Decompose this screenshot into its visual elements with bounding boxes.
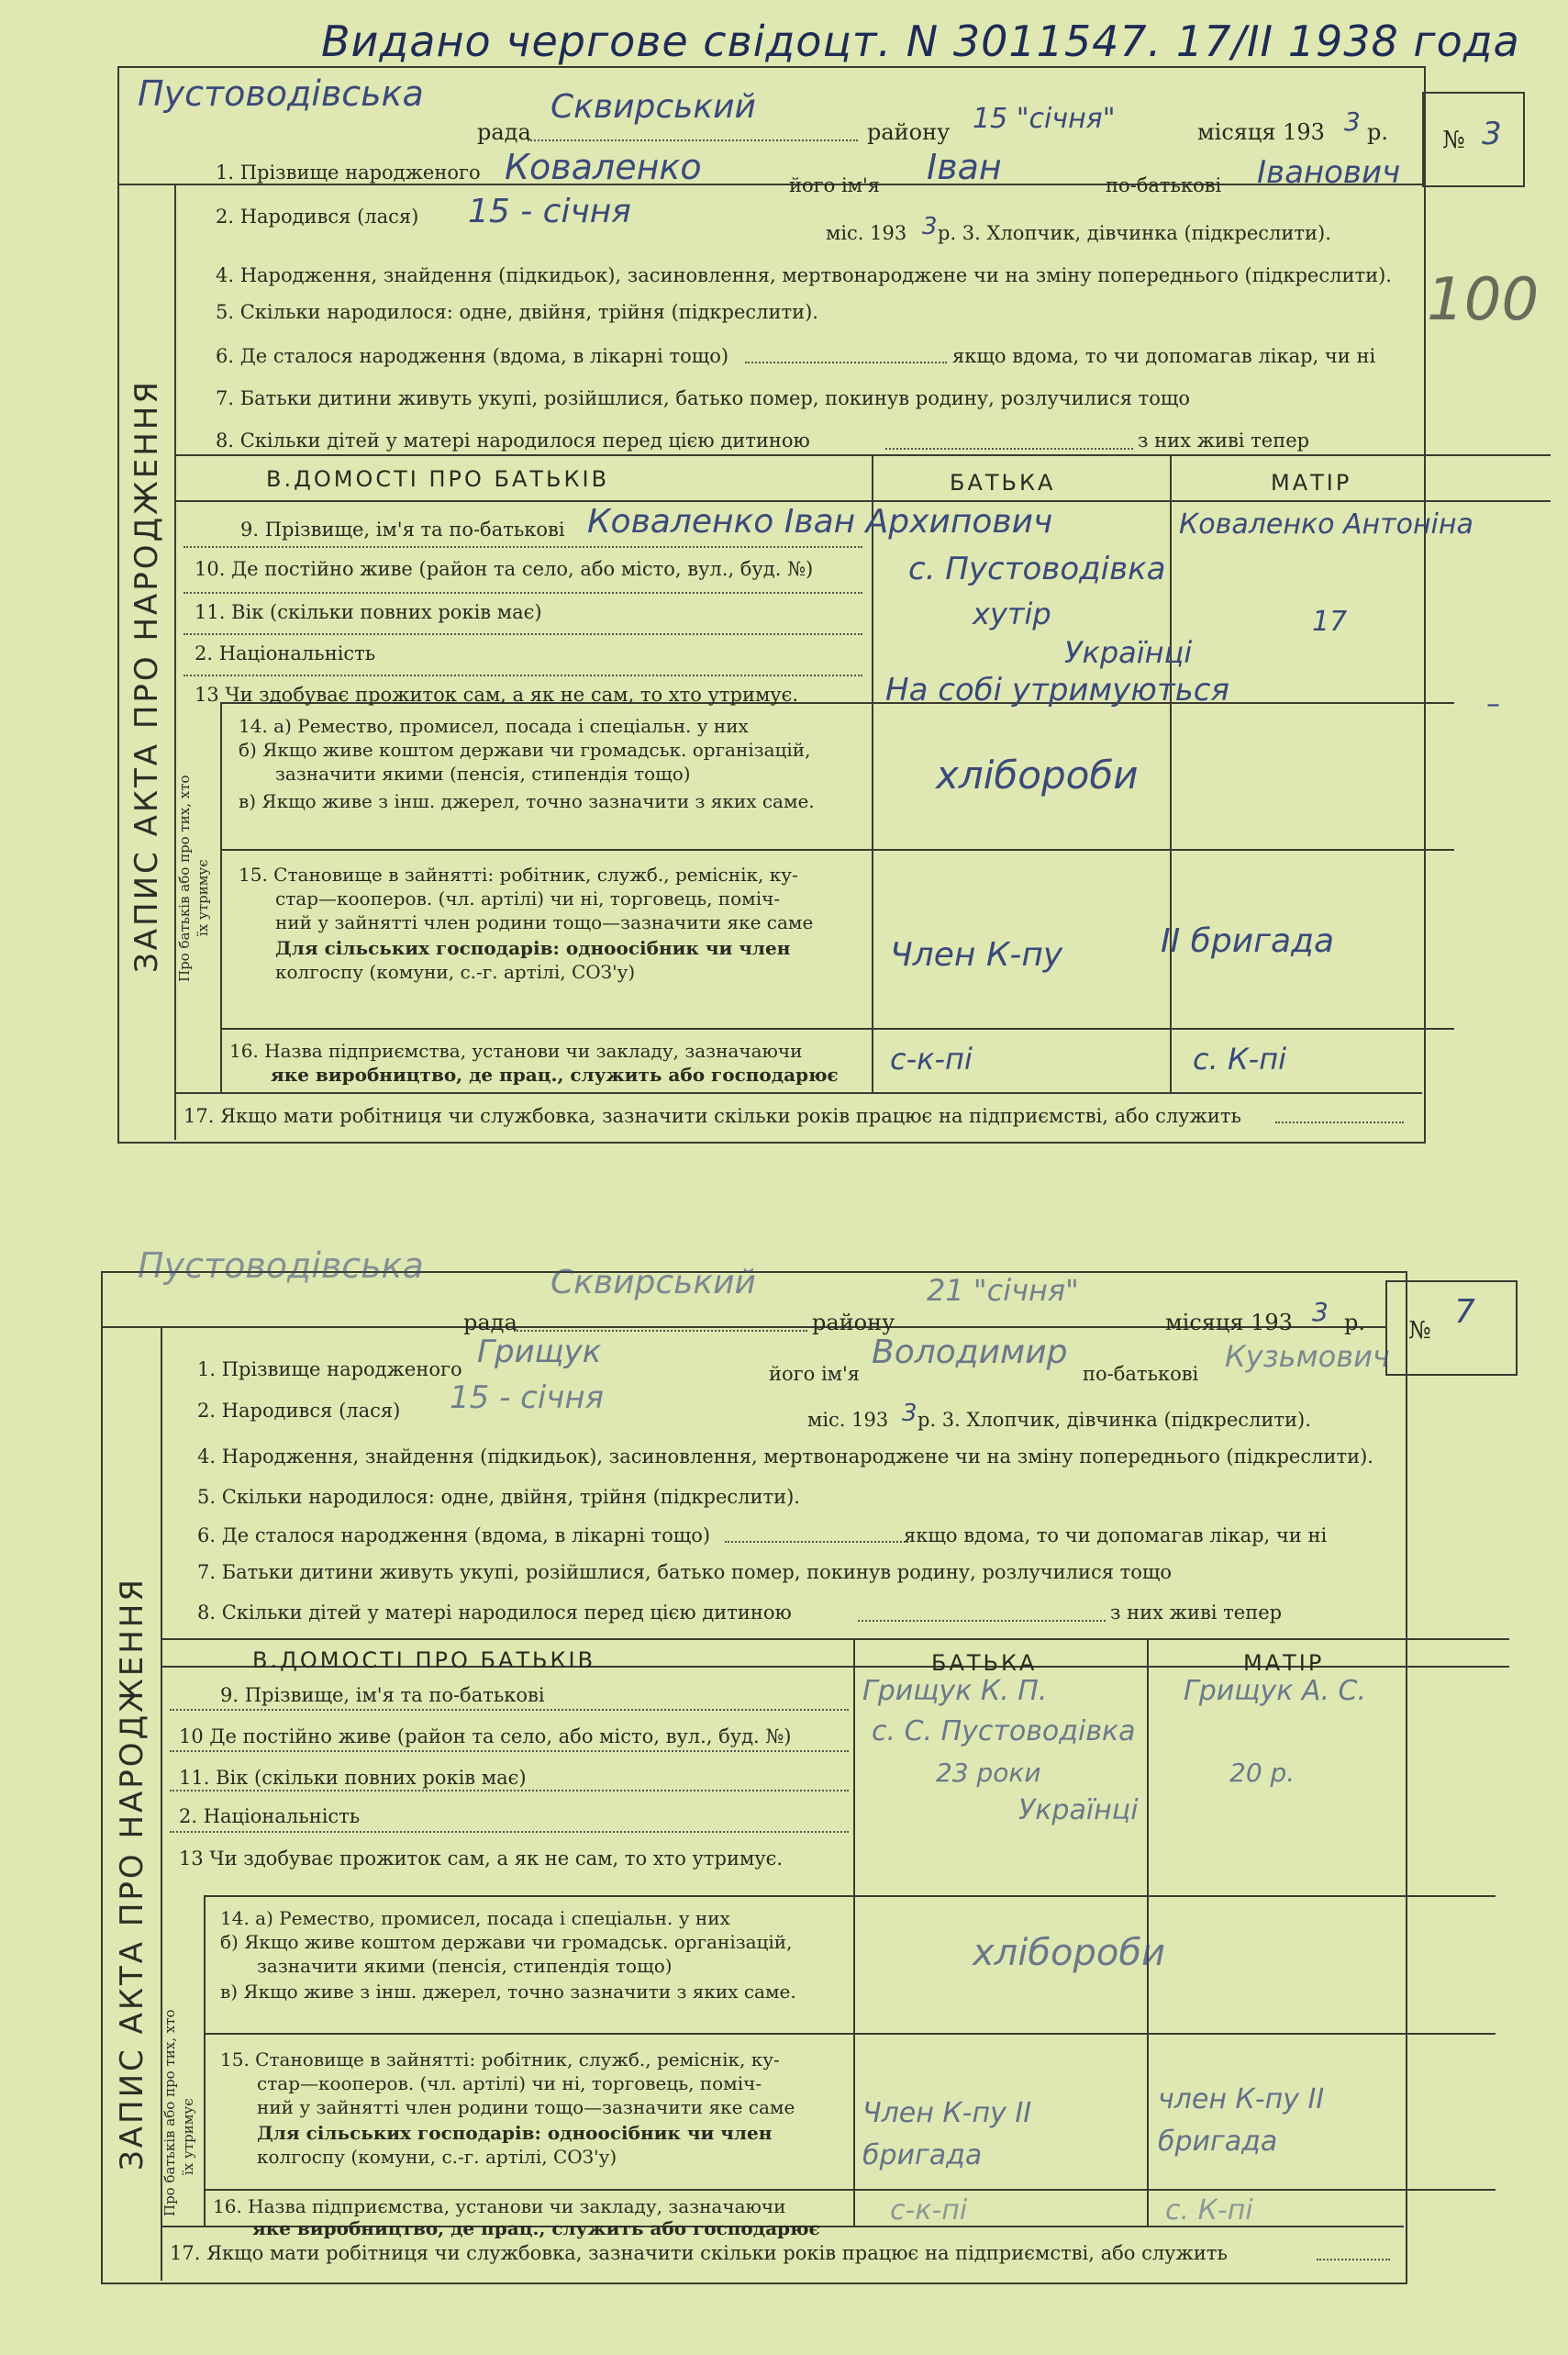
- birth-day: 15 - січня: [450, 1379, 605, 1416]
- row-5: 5. Скільки народилося: одне, двійня, трійня (підкреслити).: [216, 301, 818, 323]
- row-2-mis: міс. 193: [826, 222, 907, 244]
- year-suffix: р.: [1344, 1310, 1365, 1335]
- year-value: 3: [1344, 106, 1361, 137]
- status-mother: II бригада: [1161, 922, 1335, 960]
- status-father: Член К-пу II бригада: [862, 2097, 1032, 2171]
- row-2-label: 2. Народився (лася): [216, 206, 419, 228]
- row-1-name-label: його ім'я: [789, 174, 881, 196]
- table-header-mother: МАТІР: [1271, 470, 1352, 496]
- row-15d: Для сільських господарів: одноосібник чи член: [257, 2122, 773, 2144]
- row-8b: з них живі тепер: [1138, 430, 1310, 452]
- row-15b: стар—кооперов. (чл. артілі) чи ні, торговець, поміч-: [257, 2072, 762, 2094]
- vertical-subtitle-1: Про батьків або про тих, хто: [176, 775, 193, 982]
- row-11: 11. Вік (скільки повних років має): [179, 1767, 527, 1789]
- row-13: 13 Чи здобуває прожиток сам, а як не сам, то хто утримує.: [195, 684, 799, 706]
- row-14b: б) Якщо живе коштом держави чи громадськ. організацій,: [220, 1931, 793, 1953]
- table-header-father: БАТЬКА: [950, 470, 1056, 496]
- row-8a: 8. Скільки дітей у матері народилося перед цією дитиною: [197, 1602, 792, 1624]
- row-2-suffix: р. 3. Хлопчик, дівчинка (підкреслити).: [938, 222, 1331, 244]
- row-1-patr-label: по-батькові: [1083, 1363, 1199, 1385]
- enterprise-father: с-к-пі: [890, 2194, 968, 2227]
- row-15e: колгоспу (комуни, с.-г. артілі, СОЗ'у): [257, 2146, 617, 2168]
- rayon-value: Сквирський: [550, 1264, 756, 1301]
- mother-age: 17: [1312, 606, 1348, 638]
- number-box: [1385, 1280, 1518, 1376]
- row-15b: стар—кооперов. (чл. артілі) чи ні, торговець, поміч-: [275, 887, 781, 910]
- nationality: Українці: [1064, 635, 1193, 670]
- row-14d: в) Якщо живе з інш. джерел, точно зазначити з яких саме.: [220, 1981, 796, 2003]
- row-15a: 15. Становище в зайнятті: робітник, служб., реміснік, ку-: [239, 864, 798, 886]
- mother-full-name: Коваленко Антоніна: [1179, 508, 1473, 541]
- vertical-subtitle-2: їх утримує: [180, 2098, 196, 2175]
- margin-note: 100: [1427, 266, 1540, 334]
- number-box: [1422, 92, 1525, 187]
- residence-2: хутір: [973, 597, 1051, 631]
- rada-label: рада: [463, 1310, 517, 1335]
- year-value: 3: [1312, 1297, 1329, 1327]
- row-5: 5. Скільки народилося: одне, двійня, трійня (підкреслити).: [197, 1486, 800, 1508]
- row-16a: 16. Назва підприємства, установи чи закладу, зазначаючи: [213, 2195, 786, 2217]
- row-6b: якщо вдома, то чи допомагав лікар, чи ні: [904, 1524, 1328, 1546]
- support-dash: –: [1486, 688, 1500, 720]
- row-12: 2. Національність: [195, 642, 376, 664]
- number-label: №: [1408, 1317, 1431, 1345]
- father-age: 23 роки: [936, 1758, 1041, 1788]
- row-7: 7. Батьки дитини живуть укупі, розійшлися, батько помер, покинув родину, розлучилися тощо: [197, 1561, 1173, 1583]
- support: На собі утримуються: [885, 672, 1229, 709]
- status-father: Член К-пу: [890, 936, 1063, 974]
- rayon-label: району: [867, 119, 951, 145]
- child-patronymic: Іванович: [1257, 154, 1401, 191]
- row-7: 7. Батьки дитини живуть укупі, розійшлися, батько помер, покинув родину, розлучилися тощо: [216, 387, 1191, 409]
- row-14c: зазначити якими (пенсія, стипендія тощо): [275, 763, 691, 785]
- row-2-label: 2. Народився (лася): [197, 1400, 401, 1422]
- number-value: 3: [1482, 116, 1502, 152]
- vertical-subtitle-2: їх утримує: [195, 859, 211, 936]
- row-17: 17. Якщо мати робітниця чи службовка, зазначити скільки років працює на підприємстві, або служить: [170, 2242, 1228, 2264]
- row-16a: 16. Назва підприємства, установи чи закладу, зазначаючи: [229, 1040, 803, 1062]
- number-value: 7: [1454, 1293, 1475, 1331]
- row-16b: яке виробництво, де прац., служить або господарює: [271, 1064, 839, 1086]
- row-6a: 6. Де сталося народження (вдома, в лікарні тощо): [197, 1524, 711, 1546]
- row-2-suffix: р. 3. Хлопчик, дівчинка (підкреслити).: [917, 1409, 1311, 1431]
- number-label: №: [1442, 127, 1465, 154]
- row-17: 17. Якщо мати робітниця чи службовка, зазначити скільки років працює на підприємстві, або служить: [183, 1105, 1241, 1127]
- row-15c: ний у зайнятті член родини тощо—зазначити яке саме: [257, 2096, 795, 2118]
- rada-value: Пустоводівська: [138, 1245, 424, 1286]
- nationality: Українці: [1018, 1794, 1139, 1826]
- enterprise-father: с-к-пі: [890, 1042, 973, 1077]
- month-label: місяця 193: [1165, 1310, 1293, 1335]
- row-2-mis: міс. 193: [807, 1409, 889, 1431]
- day-value: 21 "січня": [927, 1273, 1079, 1308]
- mother-full-name: Грищук А. С.: [1184, 1675, 1366, 1707]
- vertical-title: ЗАПИС АКТА ПРО НАРОДЖЕННЯ: [128, 379, 165, 973]
- vertical-subtitle-1: Про батьків або про тих, хто: [161, 2009, 178, 2216]
- row-1-name-label: його ім'я: [769, 1363, 861, 1385]
- row-4: 4. Народження, знайдення (підкидьок), засиновлення, мертвонароджене чи на зміну попереднього (підкреслити).: [197, 1445, 1373, 1468]
- issued-certificate-note: Видано чергове свідоцт. N 3011547. 17/II 1938 года: [321, 17, 1520, 66]
- year-suffix: р.: [1367, 119, 1388, 145]
- row-14d: в) Якщо живе з інш. джерел, точно зазначити з яких саме.: [239, 790, 815, 812]
- table-header-info: В.ДОМОСТІ ПРО БАТЬКІВ: [252, 1647, 596, 1673]
- row-15c: ний у зайнятті член родини тощо—зазначити яке саме: [275, 911, 814, 933]
- row-15d: Для сільських господарів: одноосібник чи член: [275, 937, 791, 959]
- status-mother: член К-пу II бригада: [1158, 2083, 1325, 2158]
- father-full-name: Грищук К. П.: [862, 1675, 1048, 1707]
- child-surname: Грищук: [477, 1334, 602, 1370]
- rayon-value: Сквирський: [550, 88, 756, 126]
- child-name: Іван: [927, 147, 1002, 187]
- father-full-name: Коваленко Іван Архипович: [587, 503, 1053, 541]
- table-header-mother: МАТІР: [1243, 1650, 1325, 1676]
- row-14a: 14. а) Ремество, промисел, посада і спеціальн. у них: [220, 1907, 730, 1929]
- table-header-father: БАТЬКА: [931, 1650, 1038, 1676]
- birth-day: 15 - січня: [468, 193, 631, 230]
- enterprise-mother: с. К-пі: [1165, 2194, 1253, 2227]
- row-15a: 15. Становище в зайнятті: робітник, служб., реміснік, ку-: [220, 2048, 780, 2070]
- child-surname: Коваленко: [505, 147, 702, 187]
- row-14a: 14. а) Ремество, промисел, посада і спеціальн. у них: [239, 715, 749, 737]
- rada-value: Пустоводівська: [138, 73, 424, 114]
- row-10: 10 Де постійно живе (район та село, або місто, вул., буд. №): [179, 1725, 792, 1747]
- table-header-info: В.ДОМОСТІ ПРО БАТЬКІВ: [266, 466, 610, 492]
- row-12: 2. Національність: [179, 1805, 361, 1827]
- row-13: 13 Чи здобуває прожиток сам, а як не сам, то хто утримує.: [179, 1847, 784, 1869]
- day-value: 15 "січня": [973, 103, 1116, 135]
- residence: с. С. Пустоводівка: [872, 1715, 1136, 1747]
- row-1-label: 1. Прізвище народженого: [197, 1358, 462, 1380]
- rayon-label: району: [812, 1310, 895, 1335]
- row-6a: 6. Де сталося народження (вдома, в лікарні тощо): [216, 345, 729, 367]
- birth-record-form-1: [0, 55, 1568, 1156]
- row-9: 9. Прізвище, ім'я та по-батькові: [240, 519, 565, 541]
- mother-age: 20 р.: [1229, 1758, 1296, 1788]
- row-4: 4. Народження, знайдення (підкидьок), засиновлення, мертвонароджене чи на зміну попереднього (підкреслити).: [216, 264, 1392, 286]
- child-patronymic: Кузьмович: [1225, 1339, 1390, 1374]
- rada-label: рада: [477, 119, 531, 145]
- enterprise-mother: с. К-пі: [1193, 1042, 1287, 1077]
- residence: с. Пустоводівка: [908, 551, 1166, 587]
- occupation: хлібороби: [973, 1932, 1166, 1974]
- vertical-title: ЗАПИС АКТА ПРО НАРОДЖЕННЯ: [114, 1577, 150, 2171]
- row-8a: 8. Скільки дітей у матері народилося перед цією дитиною: [216, 430, 810, 452]
- row-10: 10. Де постійно живе (район та село, або місто, вул., буд. №): [195, 558, 814, 580]
- row-14b: б) Якщо живе коштом держави чи громадськ. організацій,: [239, 739, 811, 761]
- occupation: хлібороби: [936, 753, 1139, 798]
- row-11: 11. Вік (скільки повних років має): [195, 601, 542, 623]
- row-16b: яке виробництво, де прац., служить або господарює: [252, 2217, 820, 2239]
- child-name: Володимир: [872, 1334, 1068, 1371]
- month-label: місяця 193: [1197, 119, 1325, 145]
- row-1-label: 1. Прізвище народженого: [216, 162, 481, 184]
- row-1-patr-label: по-батькові: [1106, 174, 1222, 196]
- row-6b: якщо вдома, то чи допомагав лікар, чи ні: [952, 345, 1376, 367]
- row-8b: з них живі тепер: [1110, 1602, 1283, 1624]
- birth-year: 3: [922, 213, 938, 240]
- row-9: 9. Прізвище, ім'я та по-батькові: [220, 1684, 545, 1706]
- row-14c: зазначити якими (пенсія, стипендія тощо): [257, 1955, 673, 1977]
- birth-year: 3: [902, 1400, 917, 1427]
- birth-record-form-2: [0, 1245, 1568, 2299]
- row-15e: колгоспу (комуни, с.-г. артілі, СОЗ'у): [275, 961, 636, 983]
